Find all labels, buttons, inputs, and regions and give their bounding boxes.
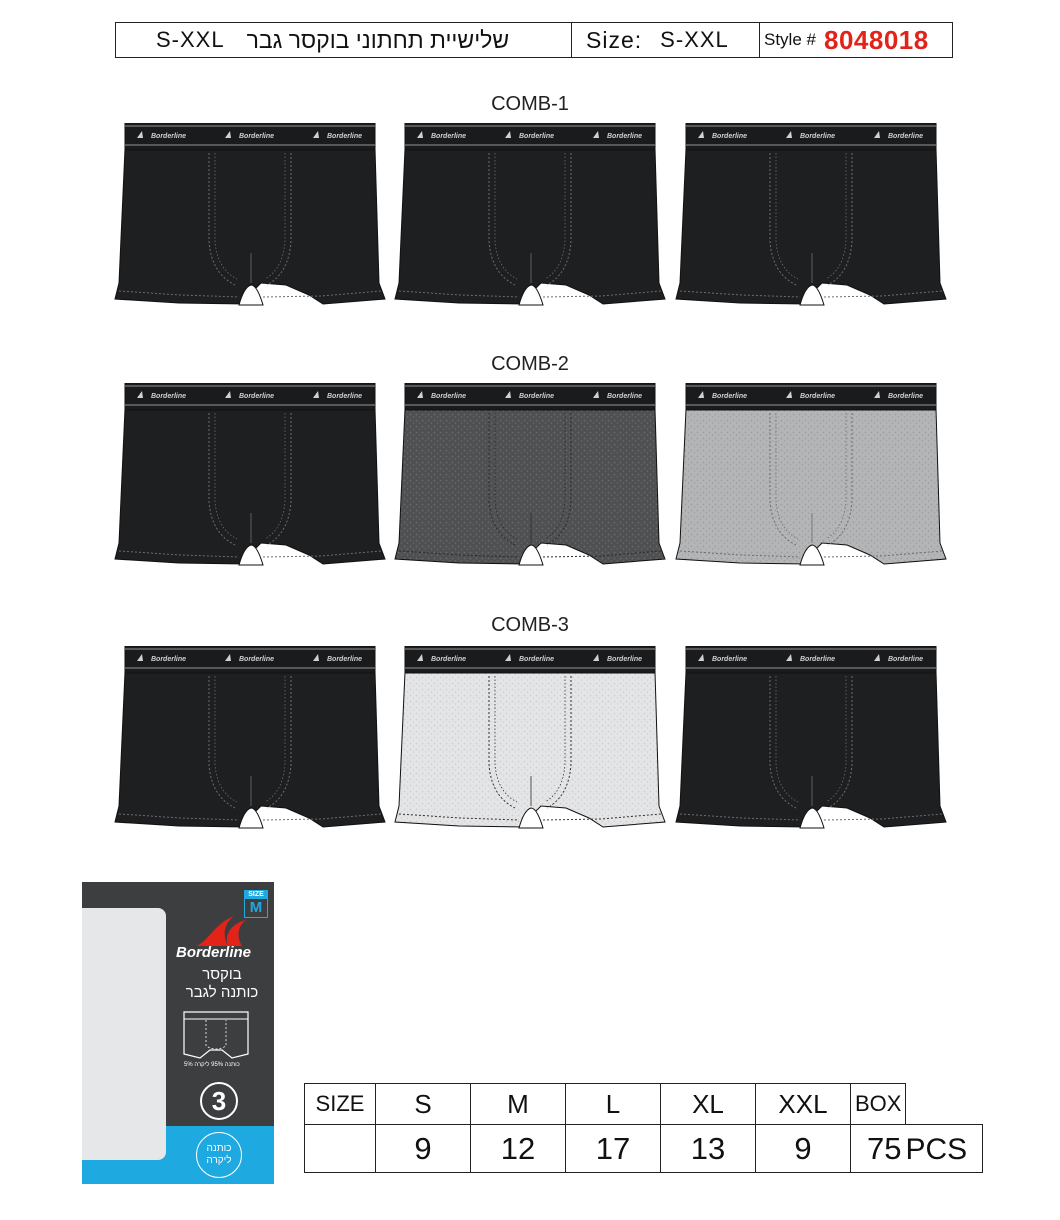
fabric-badge-text: כותנה ליקרה	[206, 1143, 232, 1166]
boxer-drawing	[111, 383, 389, 569]
boxer-drawing	[391, 383, 669, 569]
waistband-brand-text: Borderline	[239, 393, 275, 400]
boxer-comb1-3	[672, 123, 950, 309]
waistband-brand-text: Borderline	[607, 133, 643, 140]
size-cell-xl: XL	[661, 1084, 756, 1125]
table-row-quantities	[305, 1125, 983, 1173]
waistband-brand-text: Borderline	[327, 656, 363, 663]
qty-cell-l: 17	[566, 1125, 661, 1173]
table-row-sizes	[305, 1084, 983, 1125]
box-total: 75	[867, 1130, 902, 1166]
waistband-brand-text: Borderline	[888, 133, 924, 140]
pack-count-badge	[200, 1082, 238, 1120]
waistband-brand-text: Borderline	[431, 393, 467, 400]
box-header-spacer	[906, 1084, 983, 1125]
boxer-drawing	[672, 383, 950, 569]
boxer-comb3-2	[391, 646, 669, 832]
style-cell	[760, 23, 952, 57]
waistband-brand-text: Borderline	[151, 393, 187, 400]
waistband-brand-text: Borderline	[800, 656, 836, 663]
package-size-tag-value: M	[249, 899, 263, 916]
qty-header-cell	[305, 1125, 376, 1173]
package-boxer-outline-icon	[180, 1010, 252, 1062]
waistband-brand-text: Borderline	[239, 656, 275, 663]
waistband-brand-text: Borderline	[327, 393, 363, 400]
waistband-brand-text: Borderline	[607, 393, 643, 400]
pack-count: 3	[211, 1086, 227, 1116]
boxer-drawing	[391, 646, 669, 832]
waistband-brand-text: Borderline	[712, 133, 748, 140]
boxer-comb2-2	[391, 383, 669, 569]
qty-cell-m: 12	[471, 1125, 566, 1173]
waistband-brand-text: Borderline	[519, 393, 555, 400]
size-cell-m: M	[471, 1084, 566, 1125]
size-cell-l: L	[566, 1084, 661, 1125]
description-size-range: S-XXL	[156, 27, 225, 52]
fabric-badge	[196, 1132, 242, 1178]
boxer-body	[115, 409, 385, 564]
package-brand: Borderline	[176, 944, 252, 961]
style-number: 8048018	[823, 24, 929, 55]
waistband-brand-text: Borderline	[431, 133, 467, 140]
comb-3-label: COMB-3	[491, 614, 569, 636]
boxer-comb1-1	[111, 123, 389, 309]
waistband-brand-text: Borderline	[327, 133, 363, 140]
boxer-comb2-1	[111, 383, 389, 569]
waistband-brand-text: Borderline	[712, 393, 748, 400]
box-total-cell	[851, 1125, 983, 1173]
waistband-brand-text: Borderline	[888, 656, 924, 663]
boxer-drawing	[111, 123, 389, 309]
boxer-drawing	[111, 646, 389, 832]
product-title-hebrew: שלישיית תחתוני בוקסר גבר	[246, 26, 510, 53]
waistband-brand-text: Borderline	[888, 393, 924, 400]
comb-1-label: COMB-1	[491, 93, 569, 115]
package-mockup	[82, 882, 274, 1184]
boxer-body	[115, 672, 385, 827]
waistband-brand-text: Borderline	[239, 133, 275, 140]
size-cell-xxl: XXL	[756, 1084, 851, 1125]
size-value: S-XXL	[660, 27, 729, 52]
product-description-cell	[116, 23, 572, 57]
waistband-brand-text: Borderline	[431, 656, 467, 663]
box-header-cell: BOX	[851, 1084, 906, 1125]
boxer-body	[395, 409, 665, 564]
boxer-drawing	[391, 123, 669, 309]
boxer-body	[115, 149, 385, 304]
boxer-body	[676, 149, 946, 304]
boxer-body	[395, 672, 665, 827]
waistband-brand-text: Borderline	[519, 133, 555, 140]
waistband-brand-text: Borderline	[607, 656, 643, 663]
boxer-body	[395, 149, 665, 304]
waistband-brand-text: Borderline	[151, 133, 187, 140]
size-cell	[572, 23, 760, 57]
waistband-brand-text: Borderline	[800, 393, 836, 400]
size-quantity-table	[304, 1083, 983, 1173]
package-size-tag-label: SIZE	[245, 891, 267, 899]
boxer-comb2-3	[672, 383, 950, 569]
package-window	[82, 908, 166, 1160]
waistband-brand-text: Borderline	[800, 133, 836, 140]
borderline-wave-logo-icon	[194, 912, 254, 948]
size-header-cell: SIZE	[305, 1084, 376, 1125]
style-header	[115, 22, 953, 58]
boxer-comb3-3	[672, 646, 950, 832]
qty-cell-s: 9	[376, 1125, 471, 1173]
boxer-drawing	[672, 123, 950, 309]
boxer-body	[676, 409, 946, 564]
boxer-comb1-2	[391, 123, 669, 309]
waistband-brand-text: Borderline	[519, 656, 555, 663]
package-window-bottom	[82, 1126, 166, 1160]
boxer-comb3-1	[111, 646, 389, 832]
size-label: Size:	[586, 26, 643, 53]
waistband-brand-text: Borderline	[151, 656, 187, 663]
qty-cell-xl: 13	[661, 1125, 756, 1173]
package-composition: כותנה 95% ליקרה 5%	[184, 1062, 240, 1068]
box-unit: PCS	[905, 1132, 968, 1166]
style-label: Style #	[764, 30, 816, 49]
boxer-drawing	[672, 646, 950, 832]
comb-2-label: COMB-2	[491, 353, 569, 375]
qty-cell-xxl: 9	[756, 1125, 851, 1173]
boxer-body	[676, 672, 946, 827]
size-cell-s: S	[376, 1084, 471, 1125]
waistband-brand-text: Borderline	[712, 656, 748, 663]
package-product-hebrew: בוקסר כותנה לגבר	[185, 966, 259, 1001]
